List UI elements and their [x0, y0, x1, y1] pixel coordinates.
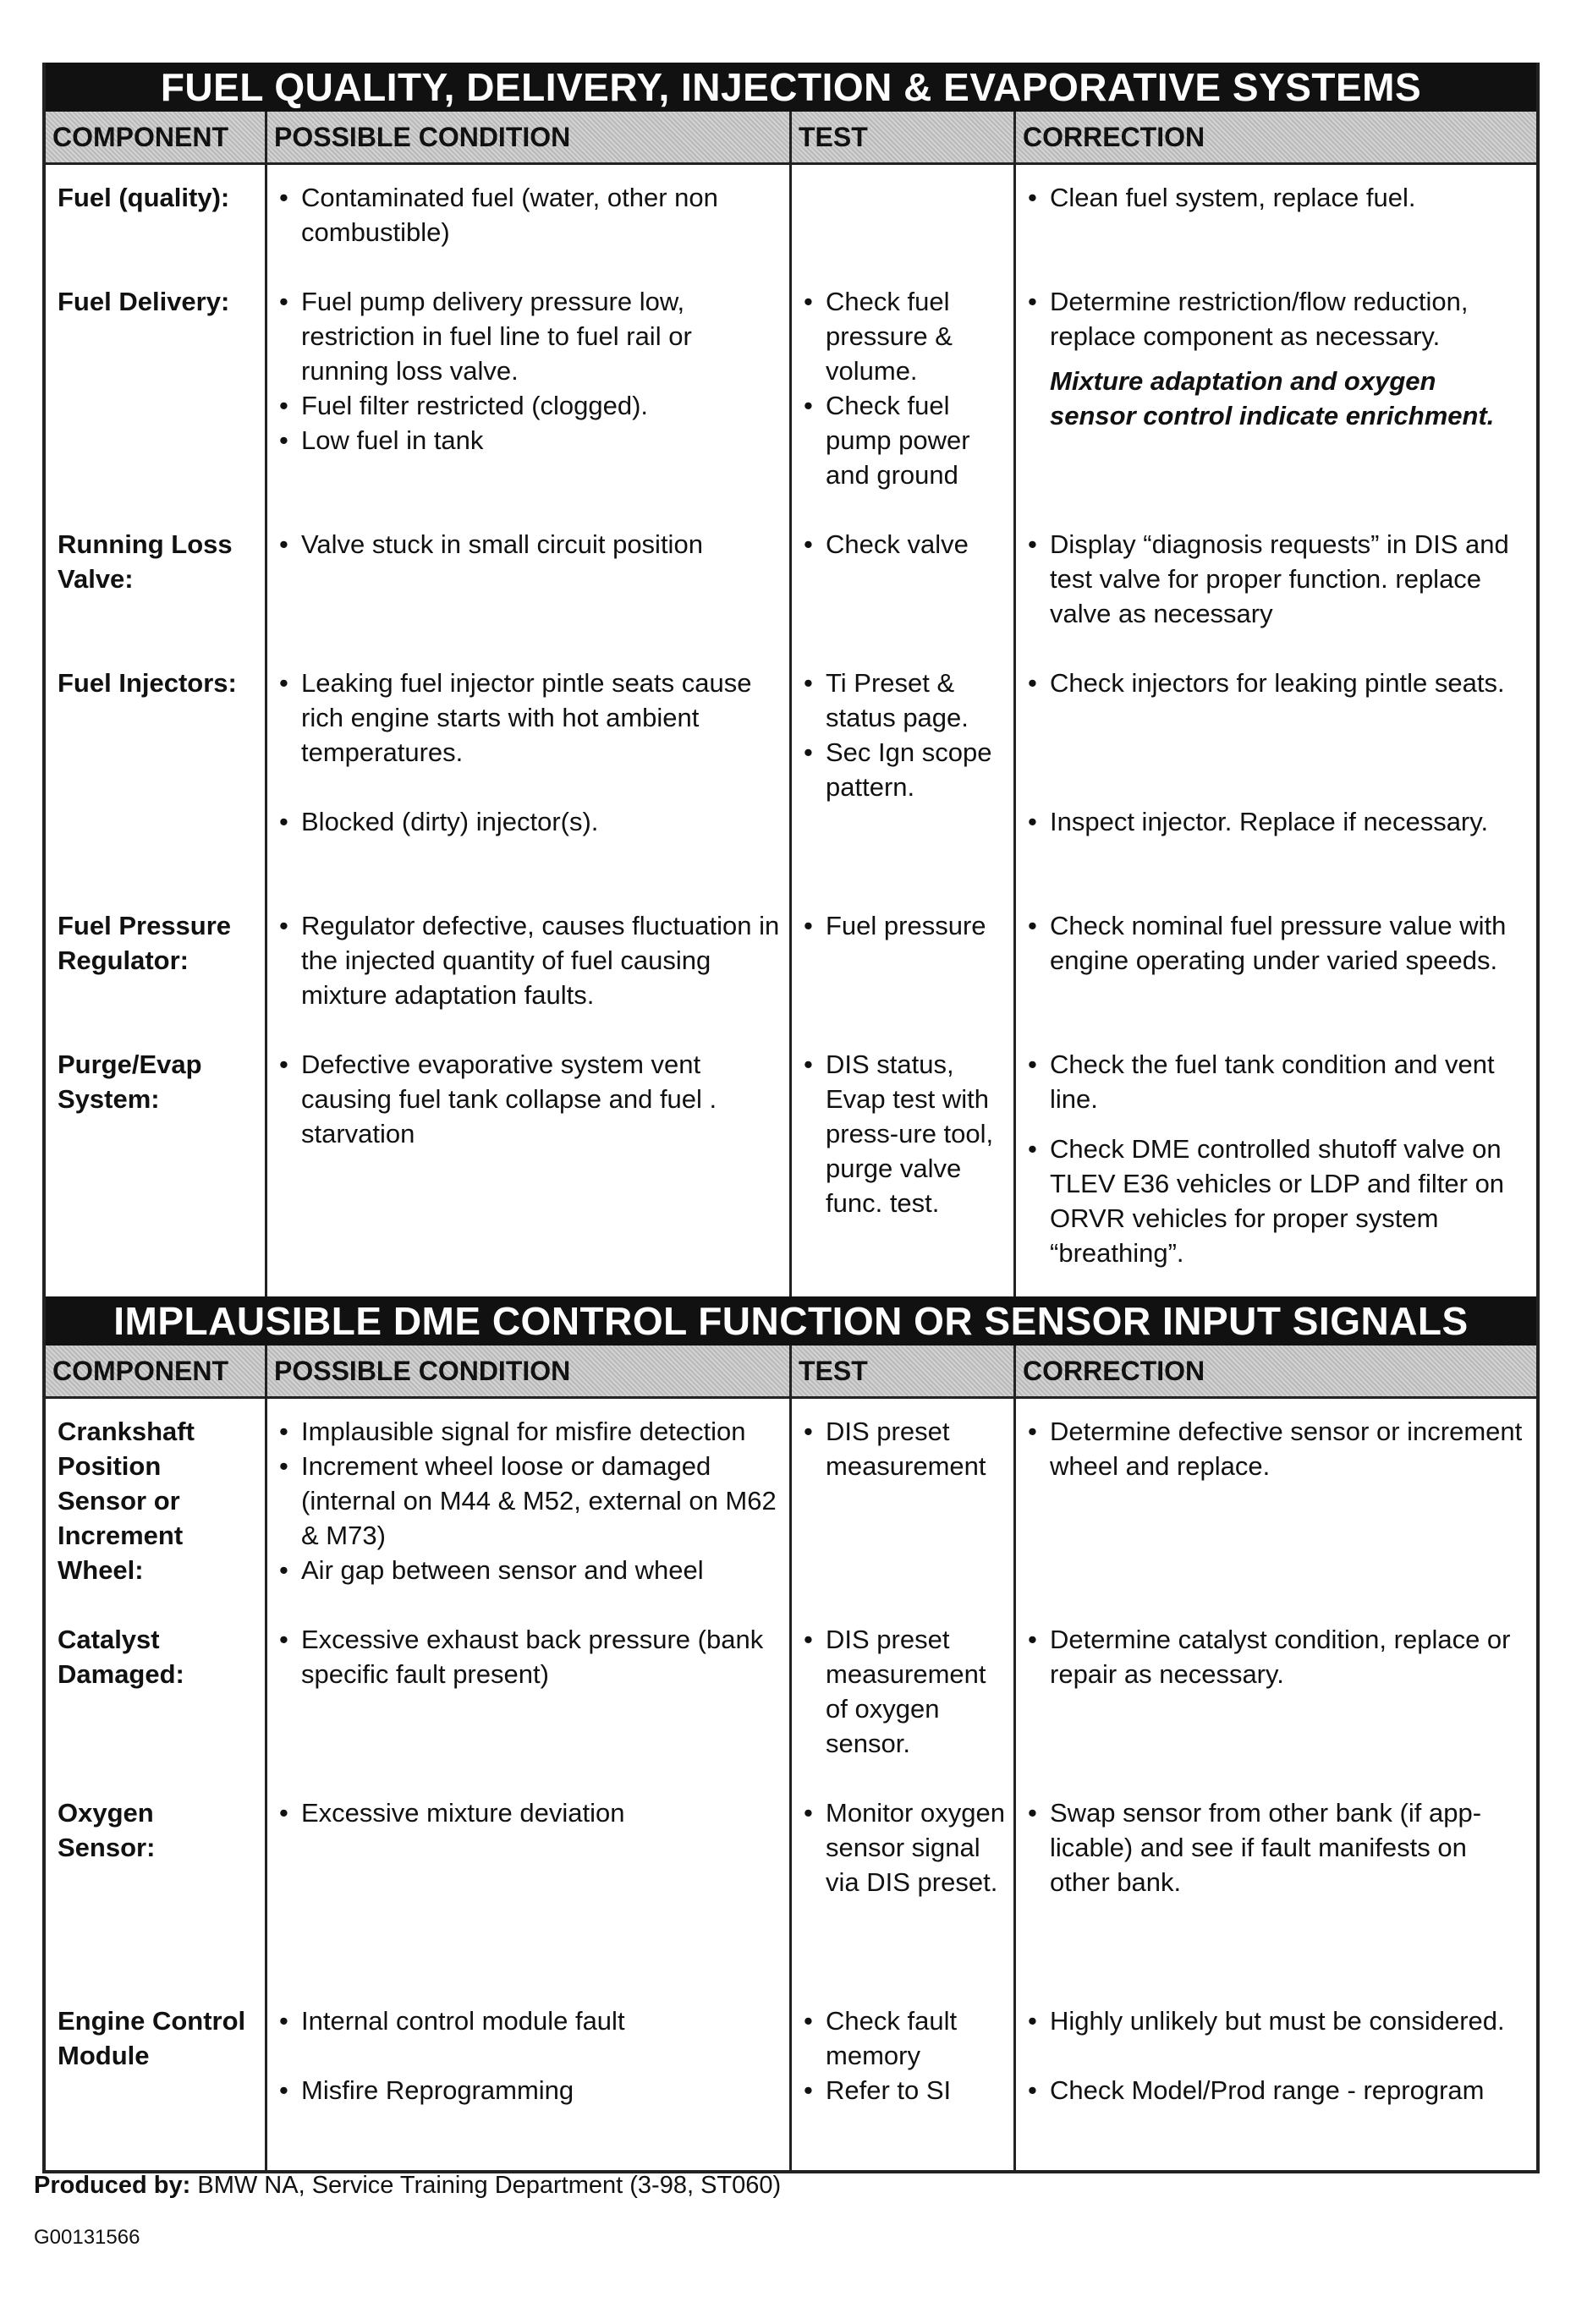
list-item: • Fuel filter restricted (clogged).	[279, 388, 781, 423]
list-item: • Determine restriction/flow reduction, replace component as necessary.	[1028, 284, 1528, 354]
column-headers	[46, 112, 1536, 165]
list-item: • Leaking fuel injector pintle seats cause rich engine starts with hot ambient temperatures.	[279, 666, 781, 770]
list-item: • Check fault memory	[804, 2003, 1005, 2073]
produced-by-text: BMW NA, Service Training Department (3-98, ST060)	[197, 2172, 782, 2199]
list-item: • Implausible signal for misfire detection	[279, 1414, 781, 1449]
header-test: TEST	[792, 112, 1016, 162]
test-column	[792, 165, 1016, 1296]
list-item: • Check fuel pump power and ground	[804, 388, 1005, 492]
fuel-systems-section	[42, 63, 1540, 1296]
list-item: • Increment wheel loose or damaged (internal on M44 & M52, external on M62 & M73)	[279, 1449, 781, 1553]
table-body	[46, 165, 1536, 1296]
table-row-component: Crankshaft Position Sensor or Increment Wheel:	[58, 1417, 195, 1585]
list-item: • DIS preset measurement	[804, 1414, 1005, 1483]
document-code: G00131566	[34, 2226, 140, 2249]
column-headers	[46, 1346, 1536, 1399]
list-item: • Excessive exhaust back pressure (bank specific fault present)	[279, 1622, 781, 1691]
list-item: • Fuel pump delivery pressure low, restriction in fuel line to fuel rail or running loss valve.	[279, 284, 781, 388]
produced-by-label: Produced by:	[34, 2172, 191, 2199]
list-item: • Ti Preset & status page.	[804, 666, 1005, 735]
list-item: • Check the fuel tank condition and vent line.	[1028, 1047, 1528, 1116]
list-item: • Determine catalyst condition, replace or repair as necessary.	[1028, 1622, 1528, 1691]
list-item: • Check DME controlled shutoff valve on TLEV E36 vehicles or LDP and filter on ORVR vehicles for proper system “breathing”.	[1028, 1132, 1528, 1270]
header-correction: CORRECTION	[1023, 122, 1205, 152]
list-item: • Monitor oxygen sensor signal via DIS preset.	[804, 1795, 1005, 1899]
header-condition: POSSIBLE CONDITION	[267, 1346, 792, 1396]
condition-column	[267, 1399, 792, 2170]
list-item: • Display “diagnosis requests” in DIS and test valve for proper function. replace valve as necessary	[1028, 527, 1528, 631]
list-item: • Defective evaporative system vent causing fuel tank collapse and fuel . starvation	[279, 1047, 781, 1151]
list-item: • Valve stuck in small circuit position	[279, 527, 781, 562]
table-row-component: Purge/Evap System:	[58, 1050, 202, 1114]
correction-column	[1016, 1399, 1536, 2170]
list-item: • Inspect injector. Replace if necessary.	[1028, 804, 1528, 839]
list-item: • Regulator defective, causes fluctuation in the injected quantity of fuel causing mixture adaptation faults.	[279, 908, 781, 1012]
list-item: • Contaminated fuel (water, other non combustible)	[279, 180, 781, 249]
list-item: • Refer to SI	[804, 2073, 1005, 2107]
list-item: • Air gap between sensor and wheel	[279, 1553, 781, 1587]
table-row-component: Fuel Injectors:	[58, 668, 237, 698]
list-item: • Determine defective sensor or increment wheel and replace.	[1028, 1414, 1528, 1483]
list-item: • Check nominal fuel pressure value with engine operating under varied speeds.	[1028, 908, 1528, 978]
list-item: • DIS preset measurement of oxygen sensor.	[804, 1622, 1005, 1761]
enrichment-note: Mixture adaptation and oxygen sensor control indicate enrichment.	[1050, 366, 1495, 430]
list-item: • Check injectors for leaking pintle seats.	[1028, 666, 1528, 700]
list-item: • DIS status, Evap test with press-ure tool, purge valve func. test.	[804, 1047, 1005, 1220]
table-row-component: Fuel Delivery:	[58, 287, 230, 316]
table-row-component: Running Loss Valve:	[58, 529, 233, 594]
list-item: • Blocked (dirty) injector(s).	[279, 804, 781, 839]
list-item: • Sec Ign scope pattern.	[804, 735, 1005, 804]
produced-by-line	[34, 2172, 781, 2200]
list-item: • Check valve	[804, 527, 1005, 562]
header-component: COMPONENT	[46, 112, 267, 162]
header-component: COMPONENT	[46, 1346, 267, 1396]
condition-column	[267, 165, 792, 1296]
list-item: • Clean fuel system, replace fuel.	[1028, 180, 1528, 215]
list-item: • Check fuel pressure & volume.	[804, 284, 1005, 388]
list-item: • Highly unlikely but must be considered.	[1028, 2003, 1528, 2038]
table-row-component: Oxygen Sensor:	[58, 1798, 156, 1862]
list-item: • Misfire Reprogramming	[279, 2073, 781, 2107]
test-column	[792, 1399, 1016, 2170]
header-condition: POSSIBLE CONDITION	[267, 112, 792, 162]
list-item: • Check Model/Prod range - reprogram	[1028, 2073, 1528, 2107]
table-row-component: Fuel (quality):	[58, 183, 230, 212]
header-correction: CORRECTION	[1023, 1356, 1205, 1386]
dme-signals-section	[42, 1296, 1540, 2173]
list-item: • Low fuel in tank	[279, 423, 781, 458]
correction-column	[1016, 165, 1536, 1296]
list-item: • Excessive mixture deviation	[279, 1795, 781, 1830]
section-title: IMPLAUSIBLE DME CONTROL FUNCTION OR SENSOR INPUT SIGNALS	[46, 1296, 1536, 1346]
table-body	[46, 1399, 1536, 2170]
table-row-component: Engine Control Module	[58, 2006, 246, 2070]
list-item: • Swap sensor from other bank (if app-licable) and see if fault manifests on other bank.	[1028, 1795, 1528, 1899]
component-column	[46, 1399, 267, 2170]
list-item: • Internal control module fault	[279, 2003, 781, 2038]
document-sheet	[42, 63, 1540, 2173]
list-item: • Fuel pressure	[804, 908, 1005, 943]
component-column	[46, 165, 267, 1296]
table-row-component: Fuel Pressure Regulator:	[58, 911, 232, 975]
section-title: FUEL QUALITY, DELIVERY, INJECTION & EVAPORATIVE SYSTEMS	[46, 63, 1536, 112]
header-test: TEST	[792, 1346, 1016, 1396]
table-row-component: Catalyst Damaged:	[58, 1625, 184, 1689]
